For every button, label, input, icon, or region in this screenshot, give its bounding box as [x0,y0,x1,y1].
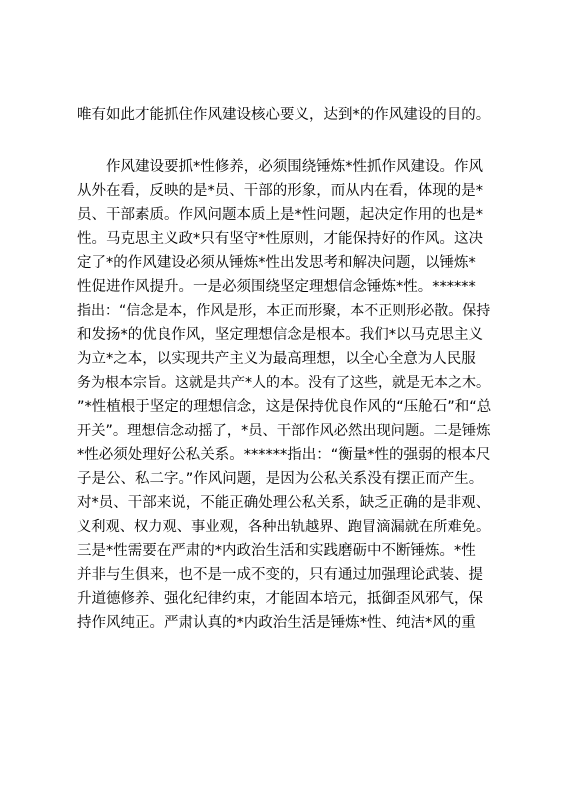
text-line: 性促进作风提升。一是必须围绕坚定理想信念锤炼*性。****** [77,279,476,295]
text-line: 持作风纯正。严肃认真的*内政治生活是锤炼*性、纯洁*风的重 [77,615,476,631]
text-line: 指出：“信念是本，作风是形，本正而形聚，本不正则形必散。保持 [77,303,491,319]
text-line: 升道德修养、强化纪律约束，才能固本培元，抵御歪风邪气，保 [77,591,483,607]
text-line: 和发扬*的优良作风，坚定理想信念是根本。我们*以马克思主义 [77,327,483,343]
text-line: 务为根本宗旨。这就是共产*人的本。没有了这些，就是无本之木。 [77,375,490,391]
text-line: 并非与生俱来，也不是一成不变的，只有通过加强理论武装、提 [77,567,483,583]
text-line: 性。马克思主义政*只有坚守*性原则，才能保持好的作风。这决 [77,231,483,247]
text-line: 从外在看，反映的是*员、干部的形象，而从内在看，体现的是* [77,183,483,199]
text-line: 唯有如此才能抓住作风建设核心要义，达到*的作风建设的目的。 [77,107,491,123]
text-line: 为立*之本，以实现共产主义为最高理想，以全心全意为人民服 [77,351,476,367]
text-line: 三是*性需要在严肃的*内政治生活和实践磨砺中不断锤炼。*性 [77,543,476,559]
text-line: 开关”。理想信念动摇了，*员、干部作风必然出现问题。二是锤炼 [77,423,491,439]
text-line: 对*员、干部来说，不能正确处理公私关系，缺乏正确的是非观、 [77,495,491,511]
text-line: ”*性植根于坚定的理想信念，这是保持优良作风的“压舱石”和“总 [77,399,492,415]
text-line: 定了*的作风建设必须从锤炼*性出发思考和解决问题，以锤炼* [77,255,476,271]
paragraph-first-line: 作风建设要抓*性修养，必须围绕锤炼*性抓作风建设。作风 [106,159,483,175]
text-line: 员、干部素质。作风问题本质上是*性问题，起决定作用的也是* [77,207,483,223]
text-line: *性必须处理好公私关系。******指出：“衡量*性的强弱的根本尺 [77,447,491,463]
text-line: 子是公、私二字。”作风问题，是因为公私关系没有摆正而产生。 [77,471,484,487]
text-line: 义利观、权力观、事业观，各种出轨越界、跑冒滴漏就在所难免。 [77,519,491,535]
